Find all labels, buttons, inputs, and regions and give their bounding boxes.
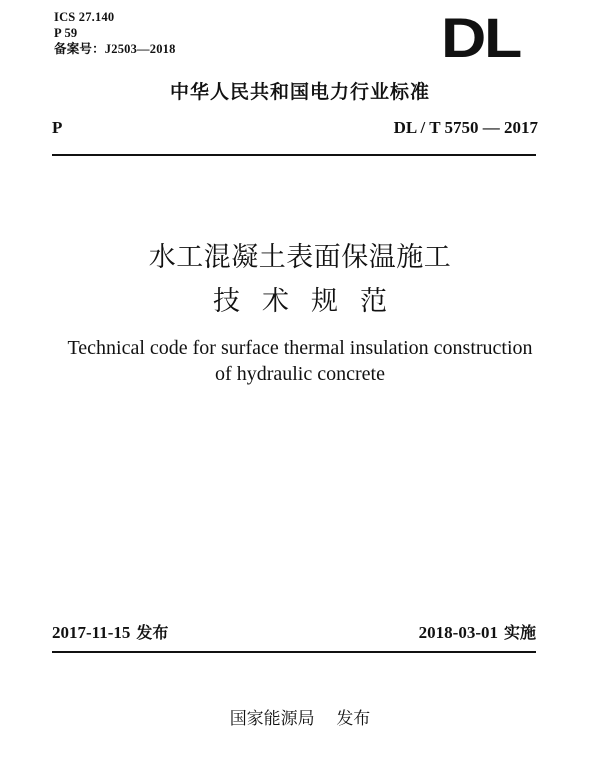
publisher-action: 发布	[336, 709, 371, 729]
publisher-name: 国家能源局	[229, 709, 315, 729]
standard-category: 中华人民共和国电力行业标准	[169, 81, 430, 103]
classification-code: P 59	[54, 26, 78, 40]
implementation-label: 实施	[503, 623, 536, 642]
dl-logo: DL	[441, 6, 521, 69]
issue-label: 发布	[136, 623, 169, 642]
title-chinese-line2: 技术规范	[213, 286, 409, 317]
publisher-line	[0, 708, 600, 730]
ics-code: ICS 27.140	[54, 10, 115, 24]
class-letter: P	[52, 118, 63, 137]
title-english-line1: Technical code for surface thermal insulation construction	[67, 337, 533, 359]
title-chinese-line1: 水工混凝土表面保温施工	[148, 242, 452, 273]
filing-number: 备案号：J2503—2018	[54, 42, 176, 56]
implementation-date: 2018-03-01	[418, 623, 498, 642]
bottom-divider	[52, 651, 536, 653]
issue-date: 2017-11-15	[52, 623, 131, 642]
standard-number: DL / T 5750 — 2017	[393, 118, 538, 137]
issue-date-row	[52, 622, 168, 644]
top-divider	[52, 154, 536, 156]
implementation-date-row	[419, 622, 536, 644]
title-english-line2: of hydraulic concrete	[215, 363, 385, 385]
